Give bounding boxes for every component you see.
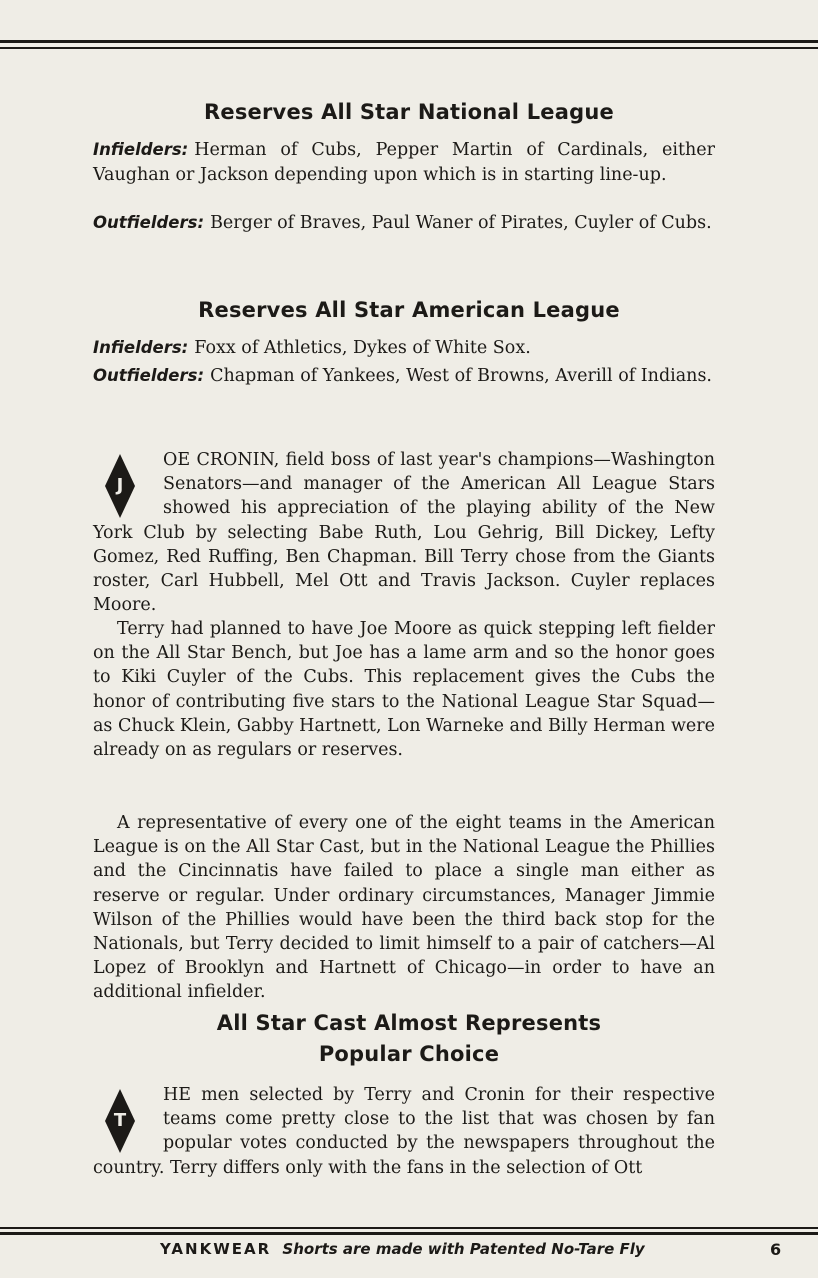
national-reserves-heading: Reserves All Star National League — [204, 100, 614, 124]
article-paragraph-4 — [93, 1083, 715, 1180]
footer-tagline: Shorts are made with Patented No-Tare Fly — [282, 1240, 645, 1258]
american-outfielders-text: Chapman of Yankees, West of Browns, Averill of Indians. — [210, 366, 712, 386]
national-outfielders-entry — [93, 211, 715, 236]
paragraph-1-text: OE CRONIN, field boss of last year's champions—Washington Senators—and manager of the American All League Stars showed his appreciation of the playing ability of the New York Club by selecting Babe Ruth, Lou Gehrig, Bill Dickey, Lefty Gomez, Red Ruffing, Ben Chapman. Bill Terry chose from the Giants roster, Carl Hubbell, Mel Ott and Travis Jackson. Cuyler replaces Moore. — [93, 450, 715, 616]
national-outfielders-text: Berger of Braves, Paul Waner of Pirates, Cuyler of Cubs. — [210, 213, 712, 233]
national-infielders-entry — [93, 138, 715, 187]
footer-brand: YANKWEAR — [160, 1240, 272, 1258]
paragraph-4-text: HE men selected by Terry and Cronin for their respective teams come pretty close to the list that was chosen by fan popular votes conducted by the newspapers throughout the country. Terry differs only with the fans in the selection of Ott — [93, 1085, 715, 1178]
outfielders-label: Outfielders: — [93, 213, 205, 232]
infielders-label: Infielders: — [93, 140, 189, 159]
american-outfielders-entry — [93, 364, 715, 389]
dropcap-t: T — [105, 1089, 151, 1153]
top-rule-thin — [0, 47, 818, 49]
top-rule — [0, 40, 818, 43]
bottom-rule-thin — [0, 1227, 818, 1229]
page-number: 6 — [770, 1240, 782, 1259]
american-infielders-entry — [93, 336, 715, 361]
article-paragraph-1 — [93, 448, 715, 617]
article-paragraph-3: A representative of every one of the eight teams in the American League is on the All Star Cast, but in the National League the Phillies and the Cincinnatis have failed to place a single man either as reserve or regular. Under ordinary circumstances, Manager Jimmie Wilson of the Phillies would have been the third back stop for the Nationals, but Terry decided to limit himself to a pair of catchers—Al Lopez of Brooklyn and Hartnett of Chicago—in order to have an additional infielder. — [93, 813, 715, 1003]
bottom-rule — [0, 1232, 818, 1235]
american-infielders-text: Foxx of Athletics, Dykes of White Sox. — [194, 338, 531, 358]
outfielders-label: Outfielders: — [93, 366, 205, 385]
dropcap-j: J — [105, 454, 151, 518]
national-infielders-text: Herman of Cubs, Pepper Martin of Cardinals, either Vaughan or Jackson depending upon which is in starting line-up. — [93, 140, 715, 185]
infielders-label: Infielders: — [93, 338, 189, 357]
footer-advertisement — [160, 1240, 700, 1258]
article-paragraph-2: Terry had planned to have Joe Moore as quick stepping left fielder on the All Star Bench, but Joe has a lame arm and so the honor goes to Kiki Cuyler of the Cubs. This replacement gives the Cubs the honor of contributing five stars to the National League Star Squad—as Chuck Klein, Gabby Hartnett, Lon Warneke and Billy Herman were already on as regulars or reserves. — [93, 619, 715, 761]
american-reserves-heading: Reserves All Star American League — [198, 298, 620, 322]
popular-choice-heading-line-1: All Star Cast Almost Represents — [216, 1011, 602, 1035]
popular-choice-heading-line-2: Popular Choice — [318, 1042, 500, 1066]
